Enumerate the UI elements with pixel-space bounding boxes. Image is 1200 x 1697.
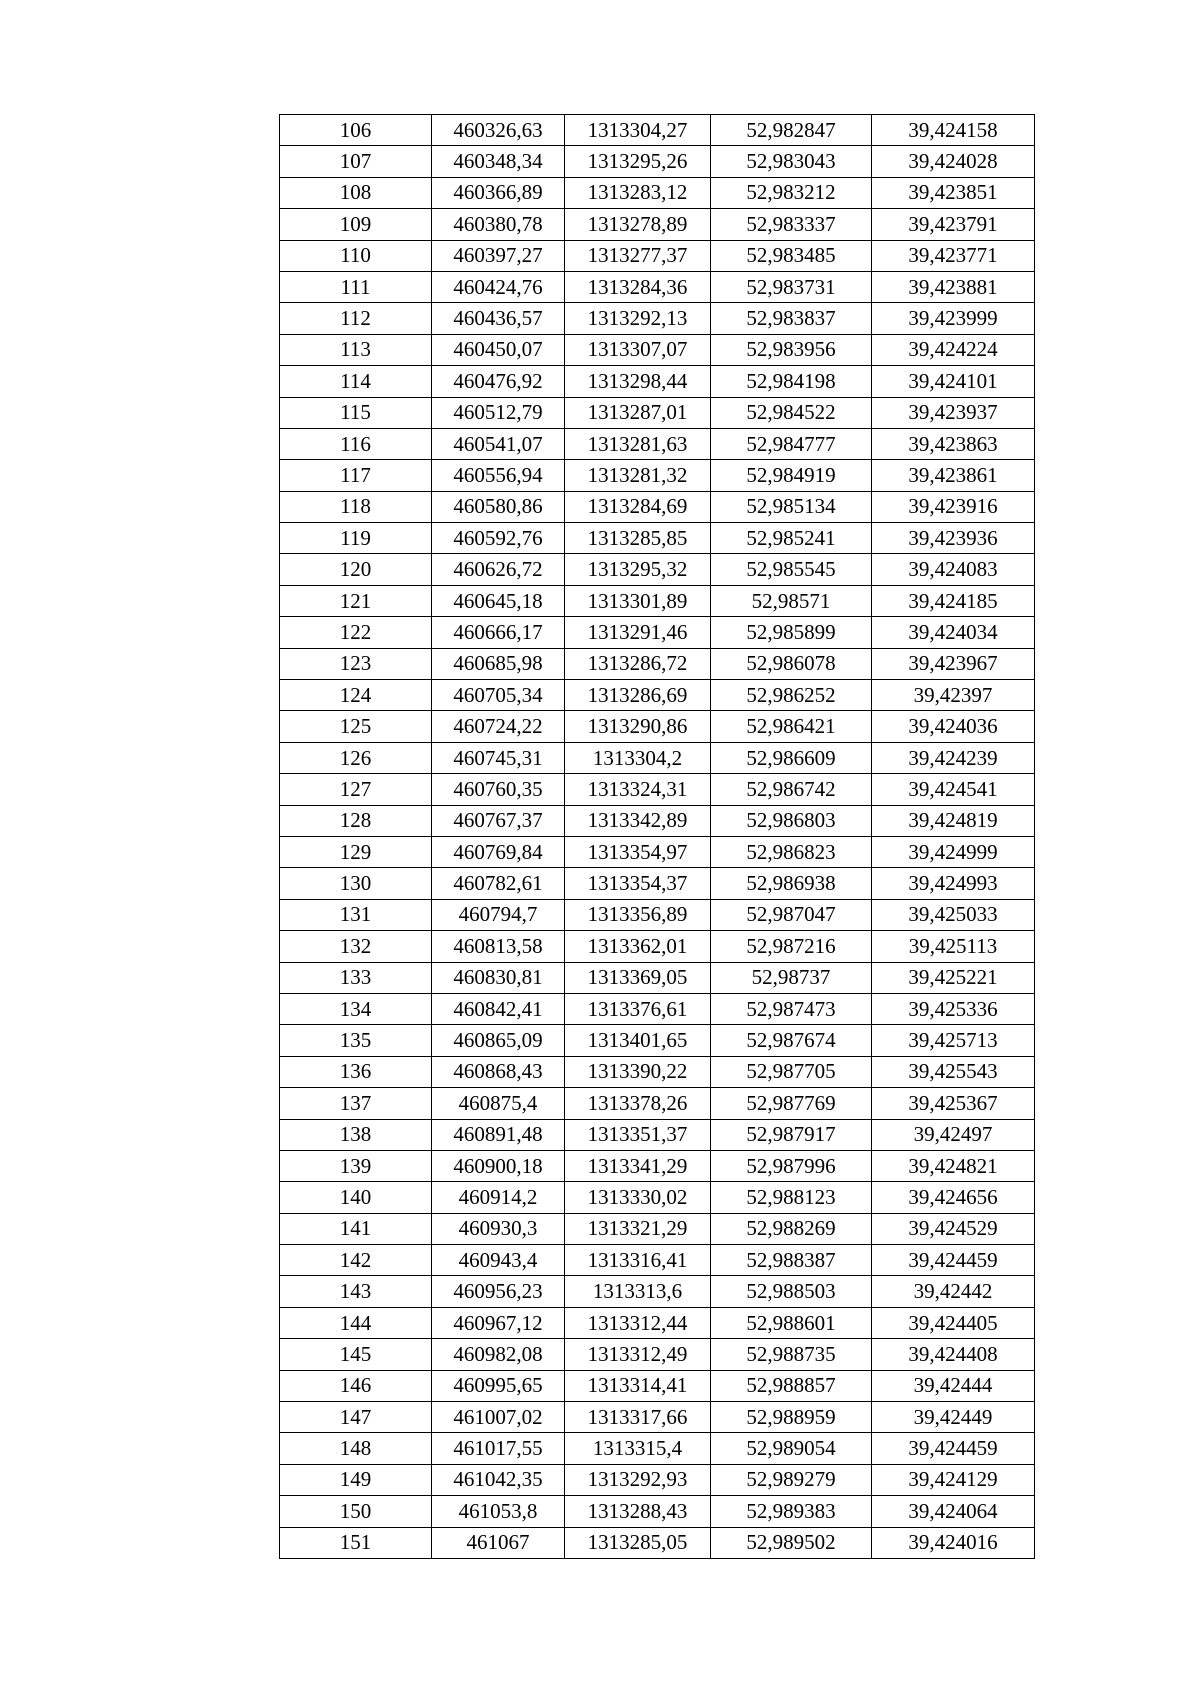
x-coordinate-cell: 460782,61	[432, 868, 565, 899]
x-coordinate-cell: 460891,48	[432, 1119, 565, 1150]
latitude-cell: 52,987917	[711, 1119, 872, 1150]
latitude-cell: 52,983731	[711, 271, 872, 302]
longitude-cell: 39,425113	[872, 931, 1035, 962]
table-row	[280, 523, 1035, 554]
latitude-cell: 52,985545	[711, 554, 872, 585]
latitude-cell: 52,986803	[711, 805, 872, 836]
point-number-cell: 120	[280, 554, 432, 585]
latitude-cell: 52,983043	[711, 146, 872, 177]
table-row	[280, 1056, 1035, 1087]
table-row	[280, 1496, 1035, 1527]
y-coordinate-cell: 1313369,05	[565, 962, 711, 993]
table-row	[280, 240, 1035, 271]
latitude-cell: 52,983212	[711, 177, 872, 208]
longitude-cell: 39,424821	[872, 1150, 1035, 1181]
x-coordinate-cell: 460745,31	[432, 742, 565, 773]
longitude-cell: 39,424064	[872, 1496, 1035, 1527]
latitude-cell: 52,986252	[711, 680, 872, 711]
latitude-cell: 52,988387	[711, 1245, 872, 1276]
table-row	[280, 931, 1035, 962]
point-number-cell: 116	[280, 428, 432, 459]
y-coordinate-cell: 1313277,37	[565, 240, 711, 271]
table-row	[280, 1276, 1035, 1307]
longitude-cell: 39,424239	[872, 742, 1035, 773]
point-number-cell: 143	[280, 1276, 432, 1307]
table-row	[280, 366, 1035, 397]
longitude-cell: 39,425033	[872, 899, 1035, 930]
point-number-cell: 108	[280, 177, 432, 208]
y-coordinate-cell: 1313376,61	[565, 993, 711, 1024]
latitude-cell: 52,984522	[711, 397, 872, 428]
y-coordinate-cell: 1313390,22	[565, 1056, 711, 1087]
x-coordinate-cell: 460380,78	[432, 209, 565, 240]
x-coordinate-cell: 460760,35	[432, 774, 565, 805]
longitude-cell: 39,424016	[872, 1527, 1035, 1558]
y-coordinate-cell: 1313283,12	[565, 177, 711, 208]
x-coordinate-cell: 460645,18	[432, 585, 565, 616]
x-coordinate-cell: 460326,63	[432, 115, 565, 146]
x-coordinate-cell: 460868,43	[432, 1056, 565, 1087]
table-row	[280, 1464, 1035, 1495]
latitude-cell: 52,985241	[711, 523, 872, 554]
table-row	[280, 428, 1035, 459]
x-coordinate-cell: 460476,92	[432, 366, 565, 397]
y-coordinate-cell: 1313321,29	[565, 1213, 711, 1244]
table-row	[280, 993, 1035, 1024]
longitude-cell: 39,424185	[872, 585, 1035, 616]
coordinates-table	[279, 114, 1035, 1559]
longitude-cell: 39,423999	[872, 303, 1035, 334]
longitude-cell: 39,425543	[872, 1056, 1035, 1087]
table-row	[280, 585, 1035, 616]
table-row	[280, 774, 1035, 805]
longitude-cell: 39,424028	[872, 146, 1035, 177]
x-coordinate-cell: 460450,07	[432, 334, 565, 365]
x-coordinate-cell: 461007,02	[432, 1402, 565, 1433]
longitude-cell: 39,424224	[872, 334, 1035, 365]
latitude-cell: 52,986421	[711, 711, 872, 742]
x-coordinate-cell: 460769,84	[432, 836, 565, 867]
latitude-cell: 52,984919	[711, 460, 872, 491]
point-number-cell: 138	[280, 1119, 432, 1150]
table-row	[280, 1527, 1035, 1558]
longitude-cell: 39,423851	[872, 177, 1035, 208]
table-row	[280, 146, 1035, 177]
y-coordinate-cell: 1313317,66	[565, 1402, 711, 1433]
y-coordinate-cell: 1313298,44	[565, 366, 711, 397]
longitude-cell: 39,424129	[872, 1464, 1035, 1495]
latitude-cell: 52,983485	[711, 240, 872, 271]
table-row	[280, 334, 1035, 365]
point-number-cell: 144	[280, 1307, 432, 1338]
longitude-cell: 39,423771	[872, 240, 1035, 271]
point-number-cell: 125	[280, 711, 432, 742]
x-coordinate-cell: 460556,94	[432, 460, 565, 491]
x-coordinate-cell: 460930,3	[432, 1213, 565, 1244]
longitude-cell: 39,424819	[872, 805, 1035, 836]
latitude-cell: 52,984198	[711, 366, 872, 397]
y-coordinate-cell: 1313291,46	[565, 617, 711, 648]
y-coordinate-cell: 1313315,4	[565, 1433, 711, 1464]
y-coordinate-cell: 1313341,29	[565, 1150, 711, 1181]
point-number-cell: 107	[280, 146, 432, 177]
y-coordinate-cell: 1313354,37	[565, 868, 711, 899]
point-number-cell: 112	[280, 303, 432, 334]
latitude-cell: 52,988735	[711, 1339, 872, 1370]
x-coordinate-cell: 460943,4	[432, 1245, 565, 1276]
point-number-cell: 121	[280, 585, 432, 616]
y-coordinate-cell: 1313401,65	[565, 1025, 711, 1056]
x-coordinate-cell: 460914,2	[432, 1182, 565, 1213]
point-number-cell: 114	[280, 366, 432, 397]
table-row	[280, 836, 1035, 867]
table-row	[280, 1307, 1035, 1338]
longitude-cell: 39,42397	[872, 680, 1035, 711]
longitude-cell: 39,42449	[872, 1402, 1035, 1433]
table-row	[280, 177, 1035, 208]
y-coordinate-cell: 1313284,36	[565, 271, 711, 302]
latitude-cell: 52,985134	[711, 491, 872, 522]
latitude-cell: 52,988959	[711, 1402, 872, 1433]
y-coordinate-cell: 1313342,89	[565, 805, 711, 836]
x-coordinate-cell: 460830,81	[432, 962, 565, 993]
point-number-cell: 147	[280, 1402, 432, 1433]
point-number-cell: 142	[280, 1245, 432, 1276]
table-row	[280, 1339, 1035, 1370]
y-coordinate-cell: 1313316,41	[565, 1245, 711, 1276]
point-number-cell: 149	[280, 1464, 432, 1495]
point-number-cell: 106	[280, 115, 432, 146]
y-coordinate-cell: 1313301,89	[565, 585, 711, 616]
y-coordinate-cell: 1313292,13	[565, 303, 711, 334]
table-row	[280, 1182, 1035, 1213]
latitude-cell: 52,988503	[711, 1276, 872, 1307]
table-row	[280, 460, 1035, 491]
longitude-cell: 39,424993	[872, 868, 1035, 899]
point-number-cell: 119	[280, 523, 432, 554]
x-coordinate-cell: 460580,86	[432, 491, 565, 522]
longitude-cell: 39,423791	[872, 209, 1035, 240]
latitude-cell: 52,984777	[711, 428, 872, 459]
y-coordinate-cell: 1313304,27	[565, 115, 711, 146]
table-row	[280, 1433, 1035, 1464]
coordinates-table-body	[280, 115, 1035, 1559]
table-row	[280, 303, 1035, 334]
x-coordinate-cell: 460666,17	[432, 617, 565, 648]
table-row	[280, 1150, 1035, 1181]
y-coordinate-cell: 1313278,89	[565, 209, 711, 240]
y-coordinate-cell: 1313362,01	[565, 931, 711, 962]
longitude-cell: 39,42442	[872, 1276, 1035, 1307]
x-coordinate-cell: 461017,55	[432, 1433, 565, 1464]
x-coordinate-cell: 460813,58	[432, 931, 565, 962]
table-row	[280, 899, 1035, 930]
x-coordinate-cell: 460900,18	[432, 1150, 565, 1181]
x-coordinate-cell: 461053,8	[432, 1496, 565, 1527]
latitude-cell: 52,986742	[711, 774, 872, 805]
longitude-cell: 39,425336	[872, 993, 1035, 1024]
point-number-cell: 124	[280, 680, 432, 711]
x-coordinate-cell: 460982,08	[432, 1339, 565, 1370]
latitude-cell: 52,986078	[711, 648, 872, 679]
y-coordinate-cell: 1313356,89	[565, 899, 711, 930]
longitude-cell: 39,424036	[872, 711, 1035, 742]
latitude-cell: 52,986823	[711, 836, 872, 867]
x-coordinate-cell: 460865,09	[432, 1025, 565, 1056]
latitude-cell: 52,982847	[711, 115, 872, 146]
longitude-cell: 39,423936	[872, 523, 1035, 554]
x-coordinate-cell: 460685,98	[432, 648, 565, 679]
table-row	[280, 1025, 1035, 1056]
table-row	[280, 271, 1035, 302]
longitude-cell: 39,424999	[872, 836, 1035, 867]
y-coordinate-cell: 1313287,01	[565, 397, 711, 428]
table-row	[280, 1213, 1035, 1244]
longitude-cell: 39,423967	[872, 648, 1035, 679]
longitude-cell: 39,425367	[872, 1088, 1035, 1119]
latitude-cell: 52,988269	[711, 1213, 872, 1244]
latitude-cell: 52,983956	[711, 334, 872, 365]
x-coordinate-cell: 460424,76	[432, 271, 565, 302]
latitude-cell: 52,989502	[711, 1527, 872, 1558]
point-number-cell: 130	[280, 868, 432, 899]
x-coordinate-cell: 461042,35	[432, 1464, 565, 1495]
table-row	[280, 209, 1035, 240]
longitude-cell: 39,423937	[872, 397, 1035, 428]
latitude-cell: 52,987674	[711, 1025, 872, 1056]
longitude-cell: 39,423863	[872, 428, 1035, 459]
latitude-cell: 52,988601	[711, 1307, 872, 1338]
x-coordinate-cell: 460366,89	[432, 177, 565, 208]
y-coordinate-cell: 1313354,97	[565, 836, 711, 867]
latitude-cell: 52,986609	[711, 742, 872, 773]
latitude-cell: 52,987216	[711, 931, 872, 962]
latitude-cell: 52,987769	[711, 1088, 872, 1119]
latitude-cell: 52,987705	[711, 1056, 872, 1087]
longitude-cell: 39,423916	[872, 491, 1035, 522]
x-coordinate-cell: 460436,57	[432, 303, 565, 334]
y-coordinate-cell: 1313304,2	[565, 742, 711, 773]
table-row	[280, 805, 1035, 836]
table-row	[280, 491, 1035, 522]
y-coordinate-cell: 1313307,07	[565, 334, 711, 365]
table-row	[280, 1370, 1035, 1401]
longitude-cell: 39,424459	[872, 1433, 1035, 1464]
y-coordinate-cell: 1313312,49	[565, 1339, 711, 1370]
x-coordinate-cell: 460842,41	[432, 993, 565, 1024]
point-number-cell: 150	[280, 1496, 432, 1527]
y-coordinate-cell: 1313330,02	[565, 1182, 711, 1213]
point-number-cell: 109	[280, 209, 432, 240]
y-coordinate-cell: 1313285,85	[565, 523, 711, 554]
table-row	[280, 1088, 1035, 1119]
y-coordinate-cell: 1313295,26	[565, 146, 711, 177]
x-coordinate-cell: 460995,65	[432, 1370, 565, 1401]
y-coordinate-cell: 1313284,69	[565, 491, 711, 522]
latitude-cell: 52,989383	[711, 1496, 872, 1527]
table-row	[280, 1402, 1035, 1433]
longitude-cell: 39,423861	[872, 460, 1035, 491]
point-number-cell: 145	[280, 1339, 432, 1370]
x-coordinate-cell: 460956,23	[432, 1276, 565, 1307]
x-coordinate-cell: 460541,07	[432, 428, 565, 459]
point-number-cell: 139	[280, 1150, 432, 1181]
longitude-cell: 39,424101	[872, 366, 1035, 397]
point-number-cell: 127	[280, 774, 432, 805]
latitude-cell: 52,989279	[711, 1464, 872, 1495]
x-coordinate-cell: 460348,34	[432, 146, 565, 177]
y-coordinate-cell: 1313292,93	[565, 1464, 711, 1495]
y-coordinate-cell: 1313281,63	[565, 428, 711, 459]
longitude-cell: 39,424656	[872, 1182, 1035, 1213]
latitude-cell: 52,983337	[711, 209, 872, 240]
table-row	[280, 962, 1035, 993]
x-coordinate-cell: 460794,7	[432, 899, 565, 930]
y-coordinate-cell: 1313324,31	[565, 774, 711, 805]
x-coordinate-cell: 460967,12	[432, 1307, 565, 1338]
x-coordinate-cell: 460626,72	[432, 554, 565, 585]
latitude-cell: 52,983837	[711, 303, 872, 334]
point-number-cell: 115	[280, 397, 432, 428]
x-coordinate-cell: 460705,34	[432, 680, 565, 711]
longitude-cell: 39,424529	[872, 1213, 1035, 1244]
point-number-cell: 146	[280, 1370, 432, 1401]
latitude-cell: 52,987473	[711, 993, 872, 1024]
point-number-cell: 126	[280, 742, 432, 773]
y-coordinate-cell: 1313286,69	[565, 680, 711, 711]
point-number-cell: 123	[280, 648, 432, 679]
table-row	[280, 680, 1035, 711]
point-number-cell: 133	[280, 962, 432, 993]
longitude-cell: 39,425221	[872, 962, 1035, 993]
point-number-cell: 113	[280, 334, 432, 365]
y-coordinate-cell: 1313290,86	[565, 711, 711, 742]
longitude-cell: 39,424408	[872, 1339, 1035, 1370]
table-row	[280, 711, 1035, 742]
y-coordinate-cell: 1313351,37	[565, 1119, 711, 1150]
y-coordinate-cell: 1313286,72	[565, 648, 711, 679]
point-number-cell: 117	[280, 460, 432, 491]
table-row	[280, 617, 1035, 648]
longitude-cell: 39,423881	[872, 271, 1035, 302]
point-number-cell: 140	[280, 1182, 432, 1213]
point-number-cell: 141	[280, 1213, 432, 1244]
point-number-cell: 129	[280, 836, 432, 867]
table-row	[280, 868, 1035, 899]
y-coordinate-cell: 1313312,44	[565, 1307, 711, 1338]
point-number-cell: 136	[280, 1056, 432, 1087]
latitude-cell: 52,987996	[711, 1150, 872, 1181]
table-row	[280, 115, 1035, 146]
latitude-cell: 52,985899	[711, 617, 872, 648]
point-number-cell: 132	[280, 931, 432, 962]
table-row	[280, 397, 1035, 428]
table-row	[280, 1245, 1035, 1276]
x-coordinate-cell: 460875,4	[432, 1088, 565, 1119]
x-coordinate-cell: 460397,27	[432, 240, 565, 271]
x-coordinate-cell: 460724,22	[432, 711, 565, 742]
latitude-cell: 52,98737	[711, 962, 872, 993]
latitude-cell: 52,987047	[711, 899, 872, 930]
y-coordinate-cell: 1313314,41	[565, 1370, 711, 1401]
longitude-cell: 39,425713	[872, 1025, 1035, 1056]
latitude-cell: 52,986938	[711, 868, 872, 899]
y-coordinate-cell: 1313288,43	[565, 1496, 711, 1527]
point-number-cell: 151	[280, 1527, 432, 1558]
x-coordinate-cell: 461067	[432, 1527, 565, 1558]
point-number-cell: 137	[280, 1088, 432, 1119]
latitude-cell: 52,988123	[711, 1182, 872, 1213]
x-coordinate-cell: 460592,76	[432, 523, 565, 554]
y-coordinate-cell: 1313295,32	[565, 554, 711, 585]
point-number-cell: 131	[280, 899, 432, 930]
point-number-cell: 118	[280, 491, 432, 522]
y-coordinate-cell: 1313285,05	[565, 1527, 711, 1558]
latitude-cell: 52,988857	[711, 1370, 872, 1401]
longitude-cell: 39,424541	[872, 774, 1035, 805]
longitude-cell: 39,424405	[872, 1307, 1035, 1338]
latitude-cell: 52,98571	[711, 585, 872, 616]
point-number-cell: 110	[280, 240, 432, 271]
point-number-cell: 134	[280, 993, 432, 1024]
table-row	[280, 742, 1035, 773]
x-coordinate-cell: 460512,79	[432, 397, 565, 428]
point-number-cell: 122	[280, 617, 432, 648]
y-coordinate-cell: 1313281,32	[565, 460, 711, 491]
y-coordinate-cell: 1313313,6	[565, 1276, 711, 1307]
longitude-cell: 39,424034	[872, 617, 1035, 648]
point-number-cell: 135	[280, 1025, 432, 1056]
latitude-cell: 52,989054	[711, 1433, 872, 1464]
table-row	[280, 648, 1035, 679]
point-number-cell: 148	[280, 1433, 432, 1464]
table-row	[280, 1119, 1035, 1150]
y-coordinate-cell: 1313378,26	[565, 1088, 711, 1119]
longitude-cell: 39,424459	[872, 1245, 1035, 1276]
longitude-cell: 39,42497	[872, 1119, 1035, 1150]
point-number-cell: 128	[280, 805, 432, 836]
point-number-cell: 111	[280, 271, 432, 302]
table-row	[280, 554, 1035, 585]
longitude-cell: 39,424158	[872, 115, 1035, 146]
longitude-cell: 39,424083	[872, 554, 1035, 585]
x-coordinate-cell: 460767,37	[432, 805, 565, 836]
longitude-cell: 39,42444	[872, 1370, 1035, 1401]
